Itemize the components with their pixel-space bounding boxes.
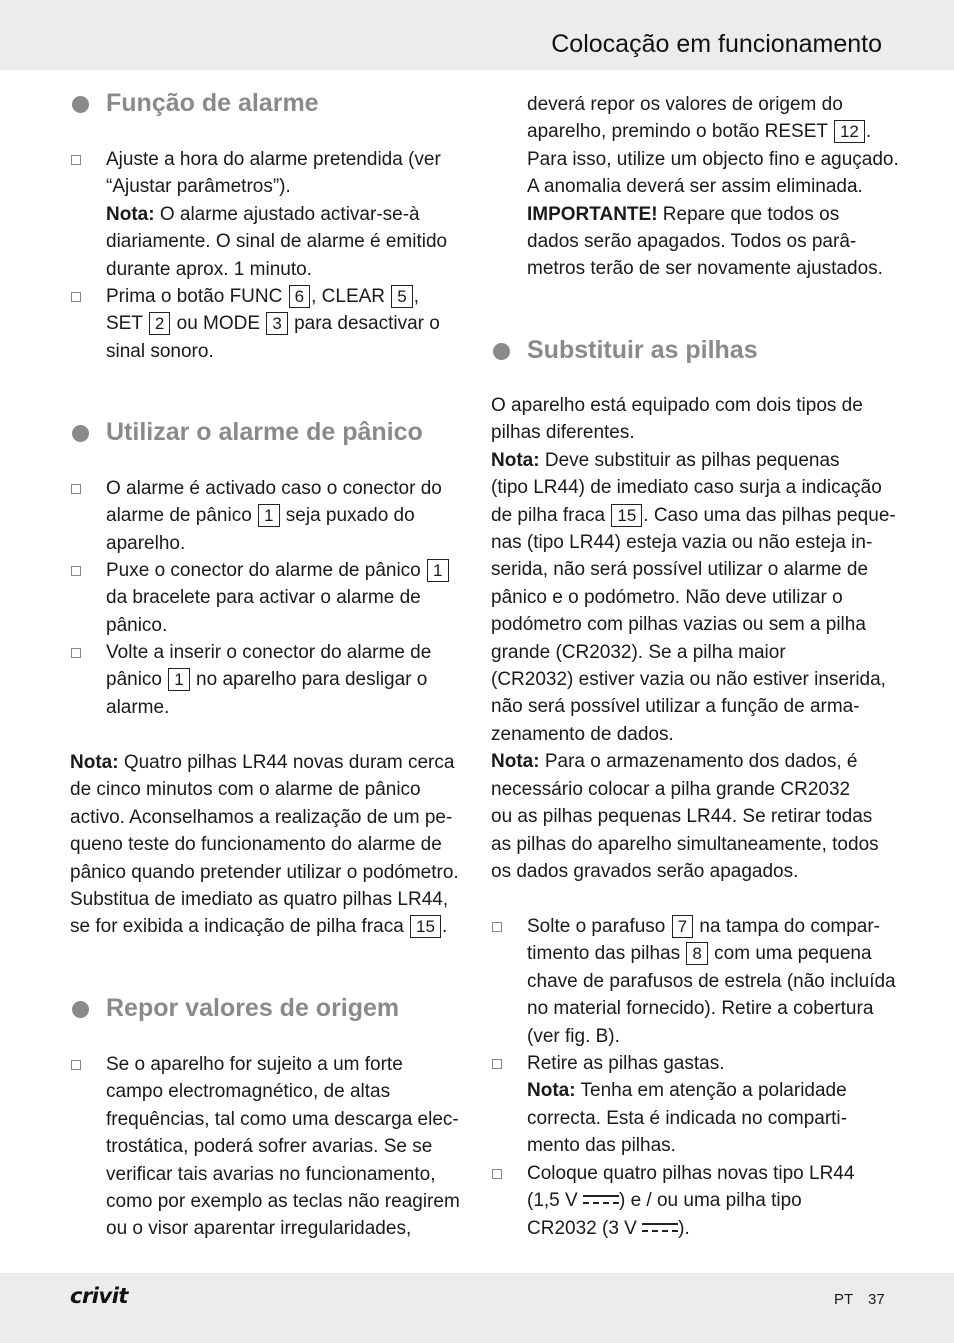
header-title: Colocação em funcionamento (551, 30, 882, 58)
checkbox-square-icon (492, 1169, 502, 1179)
checkbox-square-icon (71, 566, 81, 576)
panic-note: Nota: Quatro pilhas LR44 novas duram cerca de cinco minutos com o alarme de pânico activo. Aconselhamos a realização de um pe- queno teste do funcionamento do alarme de pânico quando pretender utilizar o podómetro. Substitua de imediato as quatro pilhas LR44, se for exibida a indicação de pilha fraca 15 . (70, 752, 459, 938)
key-ref: 2 (149, 312, 170, 335)
bullet-dot-icon (72, 96, 89, 113)
key-ref: 3 (266, 312, 287, 335)
bullet-dot-icon (72, 1001, 89, 1018)
checkbox-square-icon (71, 484, 81, 494)
checkbox-square-icon (71, 648, 81, 658)
key-ref: 7 (672, 915, 693, 938)
dc-symbol-icon (642, 1222, 678, 1234)
checkbox-square-icon (71, 292, 81, 302)
reset-continuation: deverá repor os valores de origem do aparelho, premindo o botão RESET 12 . Para isso, utilize um objecto fino e aguçado. A anomalia deverá ser assim eliminada. IMPORTANTE! Repare que todos os dados serão apagados. Todos os parâ- metros terão de ser novamente ajustados. (527, 94, 899, 280)
batteries-intro: O aparelho está equipado com dois tipos de pilhas diferentes. Nota: Deve substituir as pilhas pequenas (tipo LR44) de imediato caso surja a indicação de pilha fraca 15 . Caso uma das pilhas peque- nas (tipo LR44) esteja vazia ou não esteja in- serida, não será possível utilizar o alarme de pânico e o podómetro. Não deve utilizar o podómetro com pilhas vazias ou sem a pilha grande (CR2032). Se a pilha maior (CR2032) estiver vazia ou não estiver inserida, não será possível utilizar a função de arma- zenamento de dados. Nota: Para o armazenamento dos dados, é necessário colocar a pilha grande CR2032 ou as pilhas pequenas LR44. Se retirar todas as pilhas do aparelho simultaneamente, todos os dados gravados serão apagados. (491, 395, 896, 882)
bullet-dot-icon (493, 343, 510, 360)
checkbox-square-icon (71, 1060, 81, 1070)
checkbox-square-icon (492, 922, 502, 932)
key-ref: 8 (686, 942, 707, 965)
key-ref: 1 (427, 559, 448, 582)
page-footer (0, 1273, 954, 1343)
key-ref: 1 (258, 504, 279, 527)
key-ref: 15 (410, 915, 441, 938)
key-ref: 12 (834, 120, 865, 143)
page-header (0, 0, 954, 70)
page-number: 37 (868, 1291, 885, 1308)
key-ref: 5 (391, 285, 412, 308)
checkbox-square-icon (71, 155, 81, 165)
key-ref: 1 (168, 668, 189, 691)
footer-language: PT (834, 1291, 854, 1308)
brand-logo: crivit (70, 1284, 128, 1308)
key-ref: 15 (611, 504, 642, 527)
key-ref: 6 (289, 285, 310, 308)
bullet-dot-icon (72, 425, 89, 442)
checkbox-square-icon (492, 1059, 502, 1069)
dc-symbol-icon (583, 1194, 619, 1206)
